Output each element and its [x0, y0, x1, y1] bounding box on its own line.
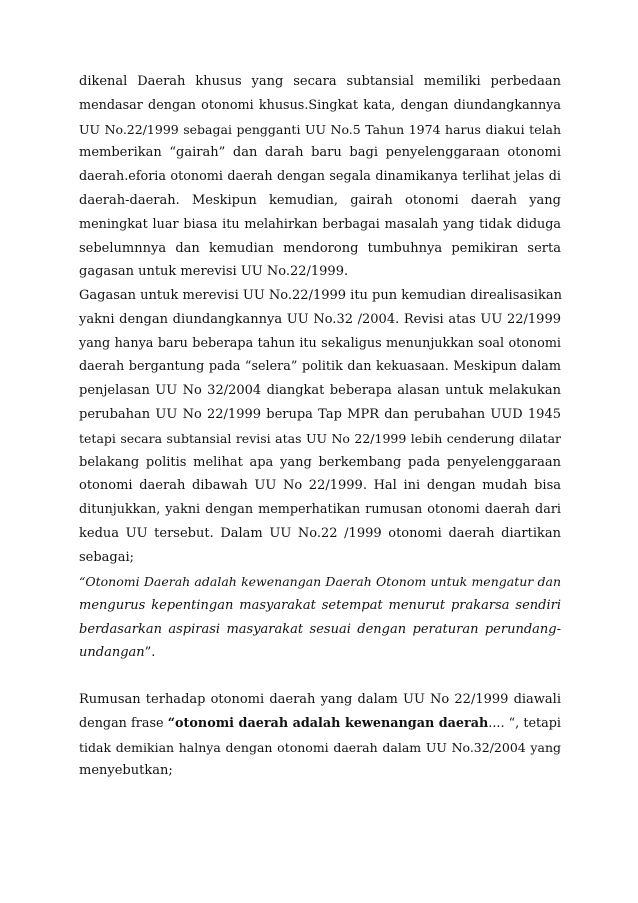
text-line: UU No.22/1999 sebagai pengganti UU No.5 Tahun 1974 harus diakui telah — [79, 121, 561, 137]
text-line: kedua UU tersebut. Dalam UU No.22 /1999 otonomi daerah diartikan — [79, 525, 561, 541]
text-line: tidak demikian halnya dengan otonomi daerah dalam UU No.32/2004 yang — [79, 739, 561, 755]
text-line: “Otonomi Daerah adalah kewenangan Daerah Otonom untuk mengatur dan — [79, 574, 561, 589]
text-line: daerah-daerah. Meskipun kemudian, gairah otonomi daerah yang — [79, 192, 561, 208]
text-line: belakang politis melihat apa yang berkembang pada penyelenggaraan — [79, 454, 561, 470]
paragraph-intro — [79, 70, 561, 284]
text-line: mendasar dengan otonomi khusus.Singkat kata, dengan diundangkannya — [79, 97, 561, 113]
quote-definition — [79, 570, 561, 665]
text-line: memberikan “gairah” dan darah baru bagi penyelenggaraan otonomi — [79, 145, 561, 161]
text-line — [79, 712, 561, 736]
text-line: perubahan UU No 22/1999 berupa Tap MPR dan perubahan UUD 1945 — [79, 406, 561, 422]
paragraph-comparison — [79, 688, 561, 783]
text-line: meningkat luar biasa itu melahirkan berbagai masalah yang tidak diduga — [79, 216, 561, 232]
text-line: tetapi secara subtansial revisi atas UU No 22/1999 lebih cenderung dilatar — [79, 430, 561, 446]
quote-last-text: undangan — [79, 645, 145, 661]
quote-closing: ”. — [144, 645, 156, 661]
text-line: otonomi daerah dibawah UU No 22/1999. Hal ini dengan mudah bisa — [79, 478, 561, 494]
text-line: sebagai; — [79, 549, 135, 565]
text-suffix: .... “, tetapi — [488, 715, 561, 731]
bold-phrase: “otonomi daerah adalah kewenangan daerah — [167, 715, 489, 731]
text-line: Rumusan terhadap otonomi daerah yang dalam UU No 22/1999 diawali — [79, 692, 561, 707]
text-line: daerah.eforia otonomi daerah dengan segala dinamikanya terlihat jelas di — [79, 169, 561, 185]
text-line: yang hanya baru beberapa tahun itu sekaligus menunjukkan soal otonomi — [79, 335, 561, 351]
text-line: menyebutkan; — [79, 763, 173, 779]
text-line: dikenal Daerah khusus yang secara subtansial memiliki perbedaan — [79, 74, 561, 89]
text-line: sebelumnnya dan kemudian mendorong tumbuhnya pemikiran serta — [79, 240, 561, 256]
text-line: gagasan untuk merevisi UU No.22/1999. — [79, 264, 349, 280]
text-line: yakni dengan diundangkannya UU No.32 /2004. Revisi atas UU 22/1999 — [79, 311, 561, 327]
text-prefix: dengan frase — [79, 715, 168, 731]
text-line: daerah bergantung pada “selera” politik dan kekuasaan. Meskipun dalam — [79, 359, 561, 375]
text-line: ditunjukkan, yakni dengan memperhatikan rumusan otonomi daerah dari — [79, 502, 561, 518]
text-line — [79, 641, 561, 665]
text-line: berdasarkan aspirasi masyarakat sesuai dengan peraturan perundang- — [79, 621, 561, 637]
text-line: penjelasan UU No 32/2004 diangkat beberapa alasan untuk melakukan — [79, 383, 561, 399]
paragraph-revision — [79, 284, 561, 570]
text-line: Gagasan untuk merevisi UU No.22/1999 itu pun kemudian direalisasikan — [79, 288, 562, 303]
text-line: mengurus kepentingan masyarakat setempat menurut prakarsa sendiri — [79, 597, 561, 613]
